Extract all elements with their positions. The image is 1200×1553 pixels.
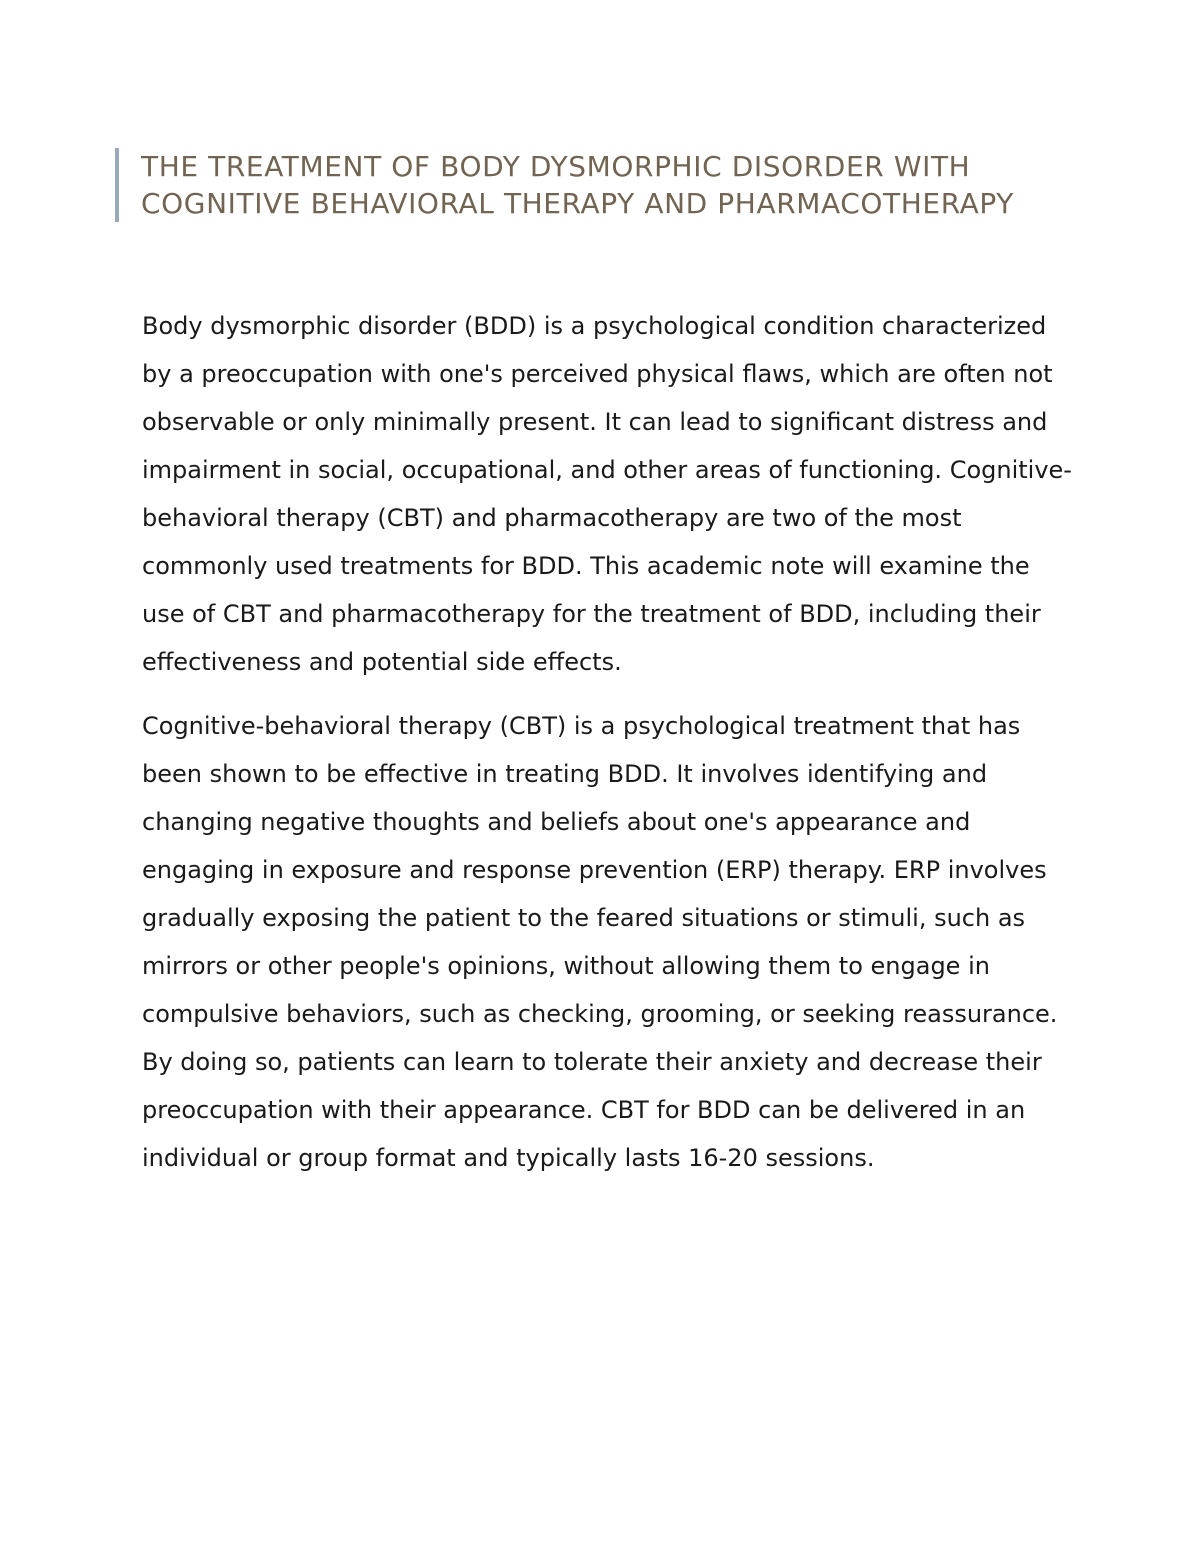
title-block [115,148,1015,222]
document-title: THE TREATMENT OF BODY DYSMORPHIC DISORDER WITH COGNITIVE BEHAVIORAL THERAPY AND PHARMACOTHERAPY [141,150,1014,220]
document-body [142,302,1072,1198]
body-paragraph-2: Cognitive-behavioral therapy (CBT) is a psychological treatment that has been shown to be effective in treating BDD. It involves identifying and changing negative thoughts and beliefs about one's appearance and engaging in exposure and response prevention (ERP) therapy. ERP involves gradually exposing the patient to the feared situations or stimuli, such as mirrors or other people's opinions, without allowing them to engage in compulsive behaviors, such as checking, grooming, or seeking reassurance. By doing so, patients can learn to tolerate their anxiety and decrease their preoccupation with their appearance. CBT for BDD can be delivered in an individual or group format and typically lasts 16-20 sessions. [142,712,1058,1172]
body-paragraph-1: Body dysmorphic disorder (BDD) is a psychological condition characterized by a preoccupation with one's perceived physical flaws, which are often not observable or only minimally present. It can lead to significant distress and impairment in social, occupational, and other areas of functioning. Cognitive-behavioral therapy (CBT) and pharmacotherapy are two of the most commonly used treatments for BDD. This academic note will examine the use of CBT and pharmacotherapy for the treatment of BDD, including their effectiveness and potential side effects. [142,312,1072,676]
